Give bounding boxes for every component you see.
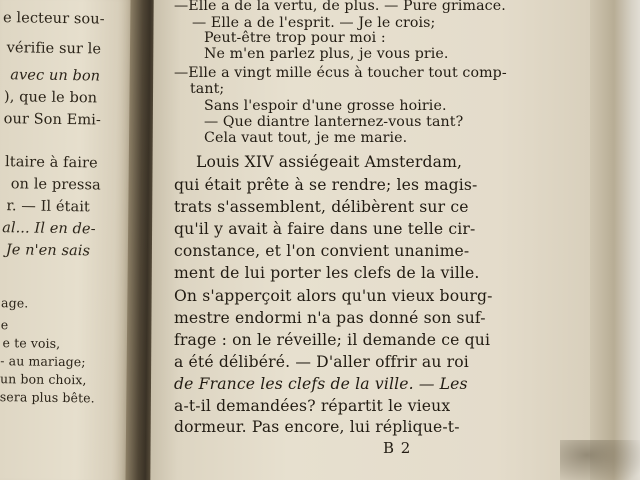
verse-line: Peut-être trop pour moi : [204,30,386,46]
left-line: e te vois, [2,335,61,351]
prose-line: trats s'assemblent, délibèrent sur ce [174,198,469,216]
signature-mark: B 2 [383,439,412,457]
prose-line: frage : on le réveille; il demande ce qui [174,331,491,349]
left-page [0,0,139,480]
left-line: Je n'en sais [5,242,91,260]
prose-line: constance, et l'on convient unanime- [174,242,470,260]
left-line: al... Il en de- [2,220,96,238]
left-line: age. [1,295,29,311]
left-line: un bon choix, [0,371,87,388]
prose-line: dormeur. Pas encore, lui réplique-t- [174,418,460,436]
prose-line: Louis XIV assiégeait Amsterdam, [196,153,463,171]
left-line: ), que le bon [3,89,98,107]
left-line: avec un bon [10,67,101,85]
corner-shadow [560,440,640,480]
prose-line: qui était prête à se rendre; les magis- [174,176,478,194]
prose-line: On s'apperçoit alors qu'un vieux bourg- [174,287,493,305]
verse-line: Sans l'espoir d'une grosse hoirie. [204,98,447,114]
left-line: e lecteur sou- [2,10,105,28]
page-edge [590,0,640,480]
verse-line: —Elle a vingt mille écus à toucher tout comp- [174,65,507,81]
left-line: ltaire à faire [4,154,98,172]
prose-line: a été délibéré. — D'aller offrir au roi [174,353,469,371]
prose-line: de France les clefs de la ville. — Les [174,375,468,393]
verse-line: tant; [190,81,225,97]
verse-line: — Que diantre lanternez-vous tant? [204,114,464,130]
left-line: sera plus bête. [0,389,95,406]
left-line: r. — Il était [6,198,91,216]
prose-line: mestre endormi n'a pas donné son suf- [174,309,486,327]
verse-line: —Elle a de la vertu, de plus. — Pure grimace. [174,0,506,14]
verse-line: — Elle a de l'esprit. — Je le crois; [192,15,436,31]
prose-line: ment de lui porter les clefs de la ville. [174,264,480,282]
prose-line: a-t-il demandées? répartit le vieux [174,397,451,415]
verse-line: Ne m'en parlez plus, je vous prie. [204,46,449,62]
left-line: vérifie sur le [6,40,102,58]
left-line: e [0,317,9,333]
left-line: - au mariage; [0,353,86,370]
prose-line: qu'il y avait à faire dans une telle cir- [174,220,476,238]
verse-line: Cela vaut tout, je me marie. [204,130,408,146]
left-line: our Son Emi- [3,111,102,129]
left-line: on le pressa [10,176,101,194]
